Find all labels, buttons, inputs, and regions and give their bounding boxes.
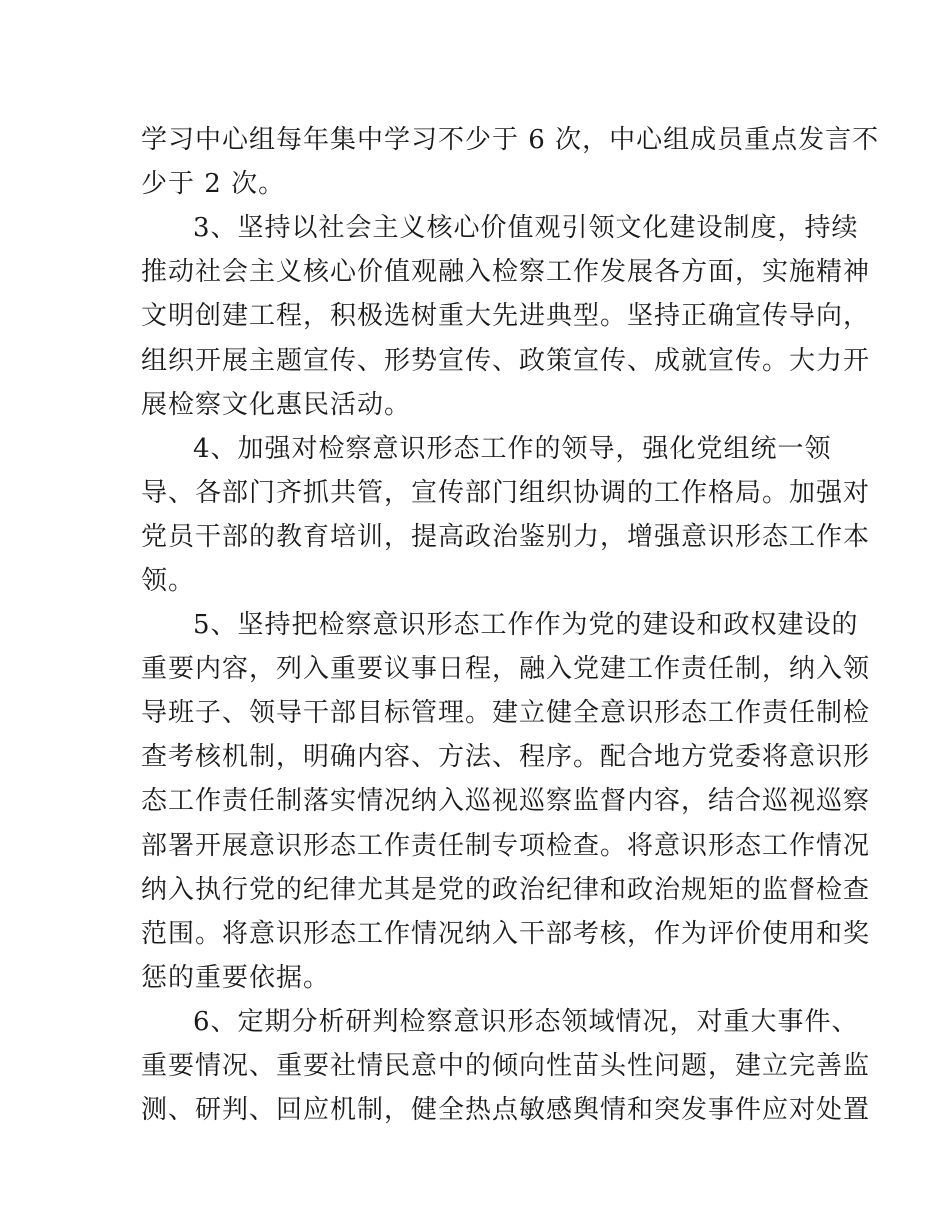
text-line: 党员干部的教育培训，提高政治鉴别力，增强意识形态工作本 [141,522,871,552]
paragraph-first-line: 6、定期分析研判检察意识形态领域情况，对重大事件、 [193,1007,859,1037]
text-line: 推动社会主义核心价值观融入检察工作发展各方面，实施精神 [141,257,871,287]
text-line: 部署开展意识形态工作责任制专项检查。将意识形态工作情况 [141,831,871,861]
text-line: 重要情况、重要社情民意中的倾向性苗头性问题，建立完善监 [141,1051,871,1081]
text-line: 纳入执行党的纪律尤其是党的政治纪律和政治规矩的监督检查 [141,875,871,905]
text-line: 惩的重要依据。 [141,963,331,993]
paragraph-first-line: 4、加强对检察意识形态工作的领导，强化党组统一领 [193,434,832,464]
text-line: 少于 2 次。 [141,169,286,199]
text-line: 查考核机制，明确内容、方法、程序。配合地方党委将意识形 [141,742,871,772]
text-line: 学习中心组每年集中学习不少于 6 次，中心组成员重点发言不 [141,125,880,155]
text-line: 组织开展主题宣传、形势宣传、政策宣传、成就宣传。大力开 [141,346,871,376]
text-line: 范围。将意识形态工作情况纳入干部考核，作为评价使用和奖 [141,919,871,949]
text-line: 重要内容，列入重要议事日程，融入党建工作责任制，纳入领 [141,654,871,684]
text-line: 导班子、领导干部目标管理。建立健全意识形态工作责任制检 [141,698,871,728]
text-line: 展检察文化惠民活动。 [141,390,412,420]
text-line: 测、研判、回应机制，健全热点敏感舆情和突发事件应对处置 [141,1095,871,1125]
text-line: 领。 [141,566,196,596]
text-line: 导、各部门齐抓共管，宣传部门组织协调的工作格局。加强对 [141,478,871,508]
paragraph-first-line: 5、坚持把检察意识形态工作作为党的建设和政权建设的 [193,610,859,640]
paragraph-first-line: 3、坚持以社会主义核心价值观引领文化建设制度，持续 [193,213,859,243]
text-line: 文明创建工程，积极选树重大先进典型。坚持正确宣传导向， [141,301,871,331]
text-line: 态工作责任制落实情况纳入巡视巡察监督内容，结合巡视巡察 [141,786,871,816]
